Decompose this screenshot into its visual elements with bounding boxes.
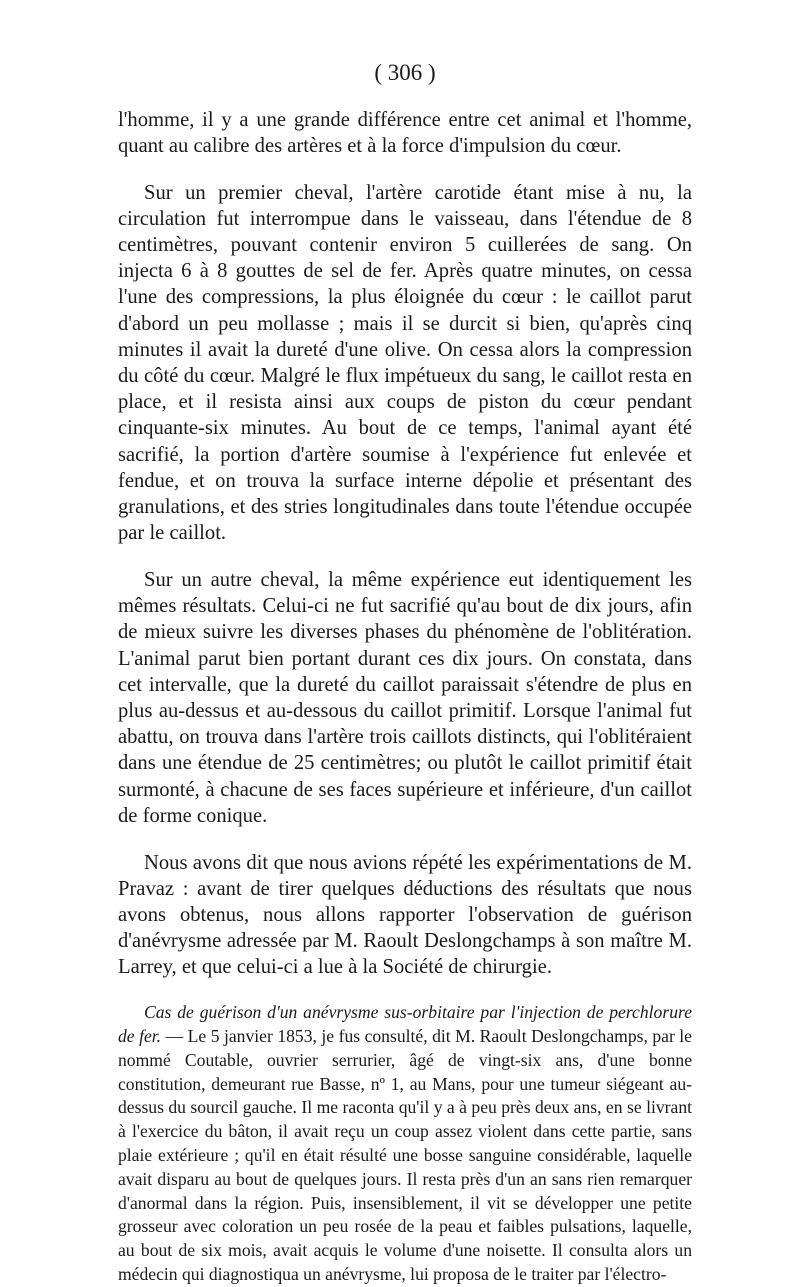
- paragraph-pravaz: Nous avons dit que nous avions répété les expérimentations de M. Pravaz : avant de tirer quelques déductions des résultats que nous avons obtenus, nous allons rapporter l'observation de guérison d'anévrysme adressée par M. Raoult Deslongchamps à son maître M. Larrey, et que celui-ci a lue à la Société de chirurgie.: [118, 851, 692, 979]
- case-report: [118, 1001, 692, 1287]
- paragraph-second-horse: Sur un autre cheval, la même expérience eut identiquement les mêmes résultats. Celui-ci ne fut sacrifié qu'au bout de dix jours, afin de mieux suivre les diverses phases du phénomène de l'oblitération. L'animal parut bien portant durant ces dix jours. On constata, dans cet intervalle, que la dureté du caillot paraissait s'étendre de plus en plus au-dessus et au-dessous du caillot primitif. Lorsque l'animal fut abattu, on trouva dans l'artère trois caillots distincts, qui l'oblitéraient dans une étendue de 25 centimètres; ou plutôt le caillot primitif était surmonté, à chacune de ses faces supérieure et inférieure, d'un caillot de forme conique.: [118, 569, 692, 827]
- case-report-title: Cas de guérison d'un anévrysme sus-orbitaire par l'injection de perchlorure de fer.: [118, 1002, 692, 1047]
- paragraph-first-horse: Sur un premier cheval, l'artère carotide étant mise à nu, la circulation fut interrompue dans le vaisseau, dans l'étendue de 8 centimètres, pouvant contenir environ 5 cuillerées de sang. On injecta 6 à 8 gouttes de sel de fer. Après quatre minutes, on cessa l'une des compressions, la plus éloignée du cœur : le caillot parut d'abord un peu mollasse ; mais il se durcit si bien, qu'après cinq minutes il avait la dureté d'une olive. On cessa alors la compression du côté du cœur. Malgré le flux impétueux du sang, le caillot resta en place, et il resista ainsi aux coups de piston du cœur pendant cinquante-six minutes. Au bout de ce temps, l'animal ayant été sacrifié, la portion d'artère soumise à l'expérience fut enlevée et fendue, et on trouva la surface interne dépolie et présentant des granulations, et des stries longitudinales dans toute l'étendue occupée par le caillot.: [118, 181, 692, 545]
- case-report-text: — Le 5 janvier 1853, je fus consulté, dit M. Raoult Deslongchamps, par le nommé Coutable, ouvrier serrurier, âgé de vingt-six ans, d'une bonne constitution, demeurant rue Basse, nº 1, au Mans, pour une tumeur siégeant au-dessus du sourcil gauche. Il me raconta qu'il y a à peu près deux ans, en se livrant à l'exercice du bâton, il avait reçu un coup assez violent dans cette partie, sans plaie extérieure ; qu'il en était résulté une bosse sanguine considérable, laquelle avait disparu au bout de quelques jours. Il resta près d'un an sans rien remarquer d'anormal dans la région. Puis, insensiblement, il vit se développer une petite grosseur avec coloration un peu rosée de la peau et faibles pulsations, laquelle, au bout de six mois, avait acquis le volume d'une noisette. Il consulta alors un médecin qui diagnostiqua un anévrysme, lui proposa de le traiter par l'électro-: [118, 1026, 692, 1285]
- page-number: ( 306 ): [374, 60, 436, 85]
- paragraph-continuation: l'homme, il y a une grande différence entre cet animal et l'homme, quant au calibre des artères et à la force d'impulsion du cœur.: [118, 108, 692, 157]
- main-text: [118, 107, 692, 981]
